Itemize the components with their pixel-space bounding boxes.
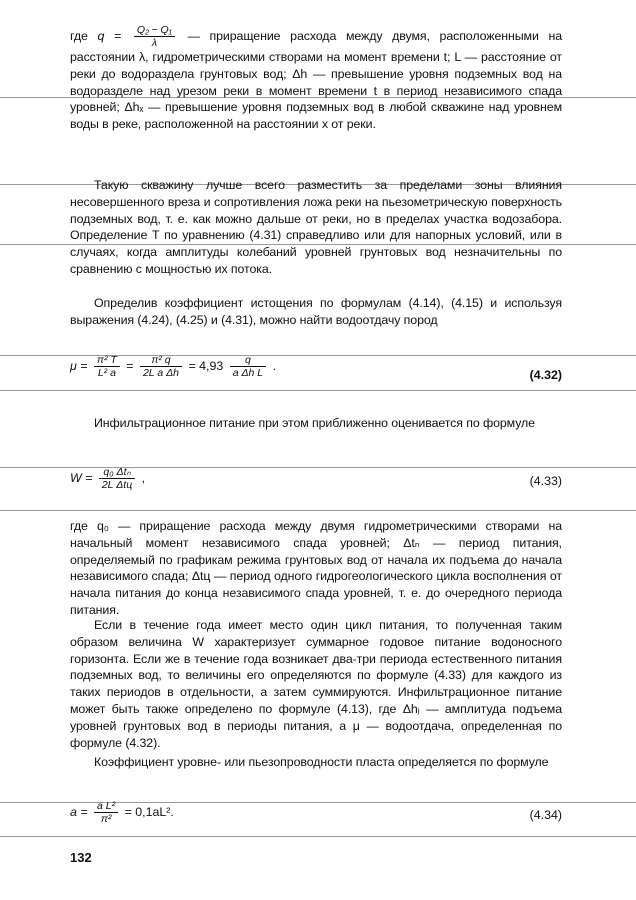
- paragraph-infiltration: [70, 415, 562, 432]
- equation-number: (4.34): [529, 808, 562, 822]
- scan-line: [0, 510, 636, 511]
- paragraph-q-definition: [70, 24, 562, 133]
- paragraph-well-placement: [70, 177, 562, 278]
- w-symbol: W =: [70, 470, 93, 485]
- paragraph-variables: [70, 518, 562, 619]
- paragraph-text: где q₀ — приращение расхода между двумя гидрометрическими створами на начальный момент независимого спада уровней; Δtₙ — период питания, определяемый по графикам режима грунтовых вод от начала их подъема до начала независимого спада; Δtц — период одного гидрогеологического цикла восполнения от начала питания до конца независимого спада уровней, т. е. до очередного периода питания.: [70, 519, 562, 617]
- fraction: [94, 800, 118, 825]
- numerator: q₀ Δtₙ: [103, 466, 131, 478]
- mu-symbol: μ =: [70, 358, 88, 373]
- page-number: 132: [70, 850, 92, 865]
- paragraph-annual-recharge: [70, 617, 562, 751]
- numerator: π² q: [151, 354, 171, 366]
- paragraph-text: Инфильтрационное питание при этом приближенно оценивается по формуле: [94, 416, 535, 430]
- numerator: q: [245, 354, 251, 366]
- paragraph-text: Определив коэффициент истощения по формулам (4.14), (4.15) и используя выражения (4.24), (4.25) и (4.31), можно найти водоотдачу пород: [70, 296, 562, 327]
- paragraph-text: Такую скважину лучше всего разместить за пределами зоны влияния несовершенного вреза и сопротивления ложа реки на пьезометрическую поверхность подземных вод, т. е. как можно дальше от реки, но в пределах участка водозабора. Определение T по уравнению (4.31) справедливо или для напорных условий, или в случаях, когда амплитуды колебаний уровней грунтовых вод незначительны по сравнению с мощностью их потока.: [70, 178, 562, 276]
- denominator: L² a: [94, 366, 120, 379]
- punctuation: ,: [141, 470, 146, 485]
- fraction: [94, 354, 120, 379]
- equation-number: (4.32): [529, 368, 562, 382]
- q-denominator: λ: [134, 36, 175, 49]
- fraction: [99, 466, 135, 491]
- numerator: π² T: [96, 354, 117, 366]
- equation-number: (4.33): [529, 474, 562, 488]
- coefficient: = 4,93: [188, 358, 224, 373]
- equation-4-32: [70, 354, 562, 394]
- paragraph-depletion: [70, 295, 562, 329]
- equals-sign: =: [126, 358, 134, 373]
- equation-body: [70, 466, 145, 491]
- equation-rhs: = 0,1aL².: [124, 804, 174, 819]
- q-symbol: q =: [97, 28, 122, 43]
- fraction: [230, 354, 266, 379]
- a-symbol: a =: [70, 804, 88, 819]
- equation-4-33: [70, 466, 562, 506]
- lead-word: где: [70, 28, 88, 43]
- q-numerator: Q₂ − Q₁: [136, 24, 172, 36]
- equation-body: [70, 354, 276, 379]
- denominator: 2L Δtц: [99, 478, 135, 491]
- punctuation: .: [272, 358, 277, 373]
- fraction: [140, 354, 182, 379]
- denominator: π²: [94, 812, 118, 825]
- q-fraction: [134, 24, 175, 49]
- paragraph-text: Коэффициент уровне- или пьезопроводности пласта определяется по формуле: [94, 755, 549, 769]
- equation-body: [70, 800, 174, 825]
- denominator: a Δh L: [230, 366, 266, 379]
- paragraph-text: Если в течение года имеет место один цикл питания, то полученная таким образом величина W характеризует суммарное годовое питание водоносного горизонта. Если же в течение года возникает два-три периода естественного питания подземных вод, то величины его определяются по формуле (4.33) для каждого из таких периодов в отдельности, а затем суммируются. Инфильтрационное питание может быть также определено по формуле (4.13), где Δhⱼ — амплитуда подъема уровней грунтовых вод в периоды питания, а μ — водоотдача, определенная по формуле (4.32).: [70, 618, 562, 750]
- denominator: 2L a Δh: [140, 366, 182, 379]
- numerator: a L²: [97, 800, 116, 812]
- paragraph-diffusivity: [70, 754, 562, 771]
- equation-4-34: [70, 800, 562, 840]
- q-explanation: — приращение расхода между двумя, расположенными на расстоянии λ, гидрометрическими створами на момент времени t; L — расстояние от реки до водораздела грунтовых вод; Δh — превышение уровня подземных вод на водоразделе над урезом реки в момент времени t в период независимого спада уровней; Δhₓ — превышение уровня подземных вод в любой скважине над уровнем воды в реке, расположенной на расстоянии x от реки.: [70, 28, 563, 132]
